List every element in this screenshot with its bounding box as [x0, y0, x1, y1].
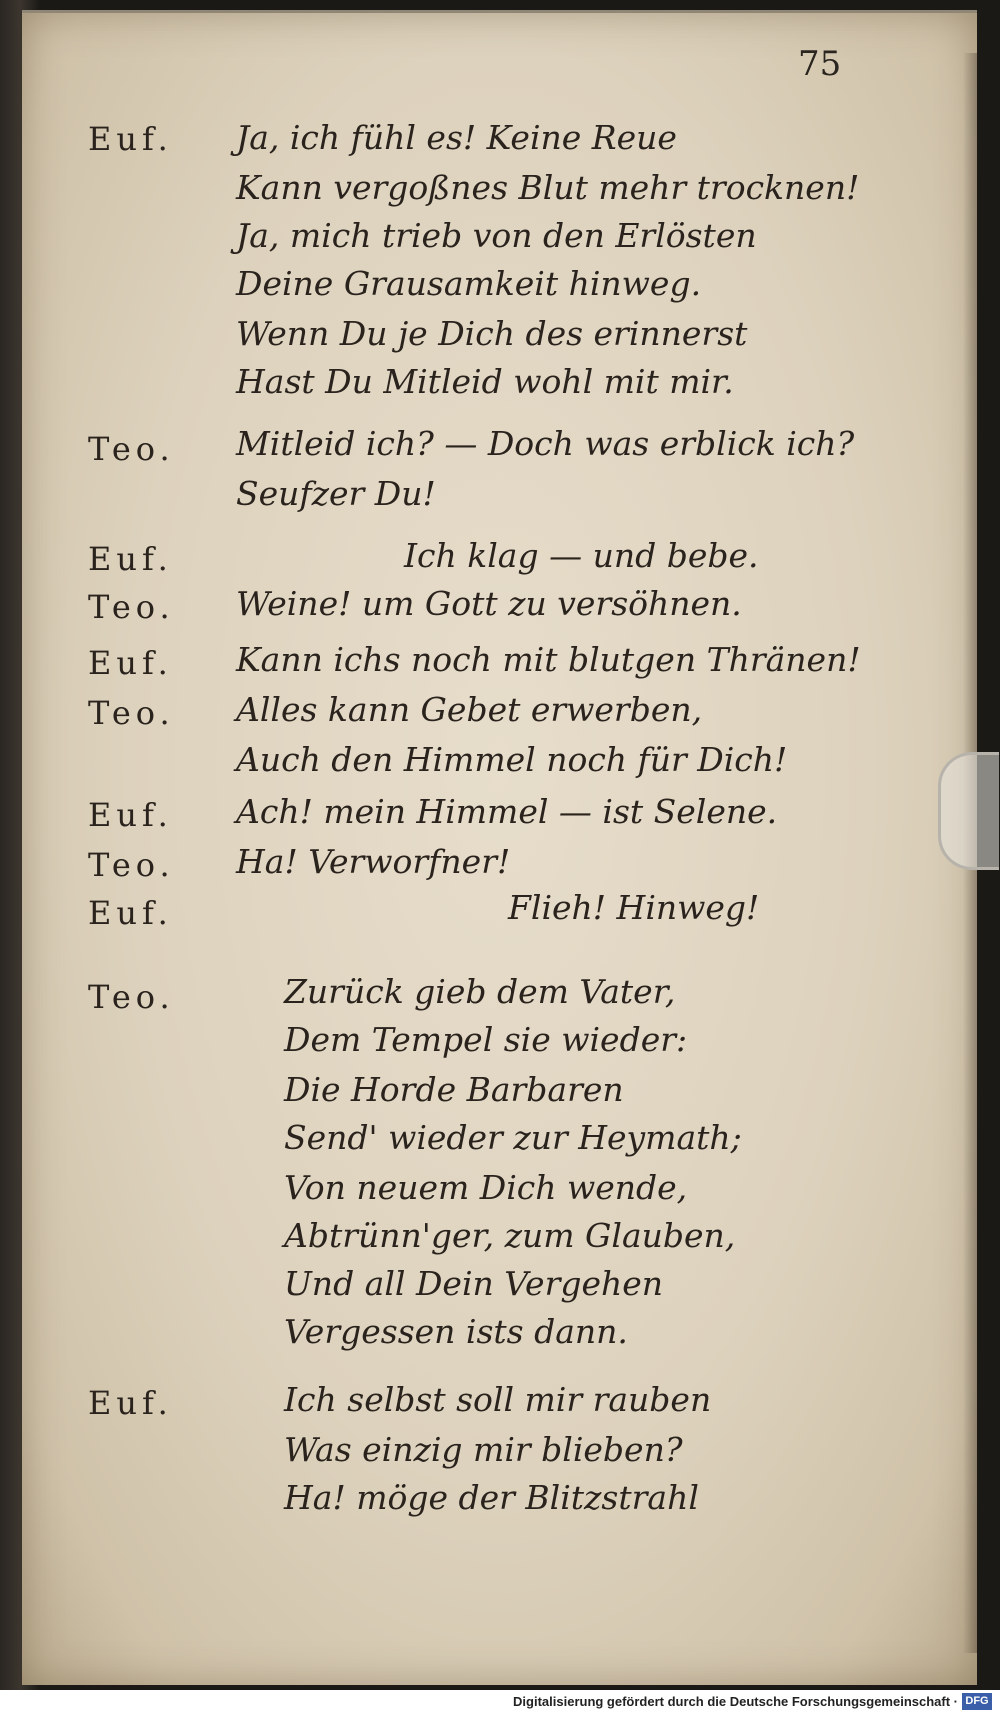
- dfg-logo: DFG: [962, 1693, 992, 1710]
- speaker-label: Teo.: [88, 694, 175, 732]
- bookmark-tab: [938, 752, 999, 870]
- verse-line: Ja, ich fühl es! Keine Reue: [236, 118, 677, 157]
- verse-line: Was einzig mir blieben?: [284, 1430, 683, 1469]
- page-number: 75: [798, 44, 842, 84]
- verse-line: Ich klag — und bebe.: [404, 536, 759, 575]
- verse-line: Hast Du Mitleid wohl mit mir.: [236, 362, 734, 401]
- verse-line: Kann vergoßnes Blut mehr trocknen!: [236, 168, 860, 207]
- verse-line: Alles kann Gebet erwerben,: [236, 690, 703, 729]
- speaker-label: Euf.: [88, 540, 173, 578]
- verse-line: Vergessen ists dann.: [284, 1312, 628, 1351]
- speaker-label: Teo.: [88, 846, 175, 884]
- verse-line: Wenn Du je Dich des erinnerst: [236, 314, 748, 353]
- verse-line: Auch den Himmel noch für Dich!: [236, 740, 788, 779]
- verse-line: Seufzer Du!: [236, 474, 436, 513]
- speaker-label: Euf.: [88, 894, 173, 932]
- verse-line: Weine! um Gott zu versöhnen.: [236, 584, 742, 623]
- verse-line: Zurück gieb dem Vater,: [284, 972, 676, 1011]
- speaker-label: Teo.: [88, 430, 175, 468]
- speaker-label: Euf.: [88, 796, 173, 834]
- speaker-label: Euf.: [88, 120, 173, 158]
- footer-credit: Digitalisierung gefördert durch die Deutsche Forschungsgemeinschaft ·: [513, 1694, 958, 1709]
- verse-line: Mitleid ich? — Doch was erblick ich?: [236, 424, 855, 463]
- speaker-label: Euf.: [88, 644, 173, 682]
- verse-line: Die Horde Barbaren: [284, 1070, 624, 1109]
- verse-line: Ha! möge der Blitzstrahl: [284, 1478, 699, 1517]
- verse-line: Und all Dein Vergehen: [284, 1264, 664, 1303]
- verse-line: Dem Tempel sie wieder:: [284, 1020, 688, 1059]
- speaker-label: Teo.: [88, 978, 175, 1016]
- verse-line: Ja, mich trieb von den Erlösten: [236, 216, 757, 255]
- verse-line: Ach! mein Himmel — ist Selene.: [236, 792, 778, 831]
- verse-line: Abtrünn'ger, zum Glauben,: [284, 1216, 736, 1255]
- verse-line: Ich selbst soll mir rauben: [284, 1380, 712, 1419]
- speaker-label: Euf.: [88, 1384, 173, 1422]
- verse-line: Deine Grausamkeit hinweg.: [236, 264, 702, 303]
- speaker-label: Teo.: [88, 588, 175, 626]
- verse-line: Flieh! Hinweg!: [508, 888, 760, 927]
- verse-line: Send' wieder zur Heymath;: [284, 1118, 742, 1157]
- verse-line: Kann ichs noch mit blutgen Thränen!: [236, 640, 861, 679]
- verse-line: Von neuem Dich wende,: [284, 1168, 688, 1207]
- digitization-footer: [0, 1690, 1000, 1714]
- verse-line: Ha! Verworfner!: [236, 842, 511, 881]
